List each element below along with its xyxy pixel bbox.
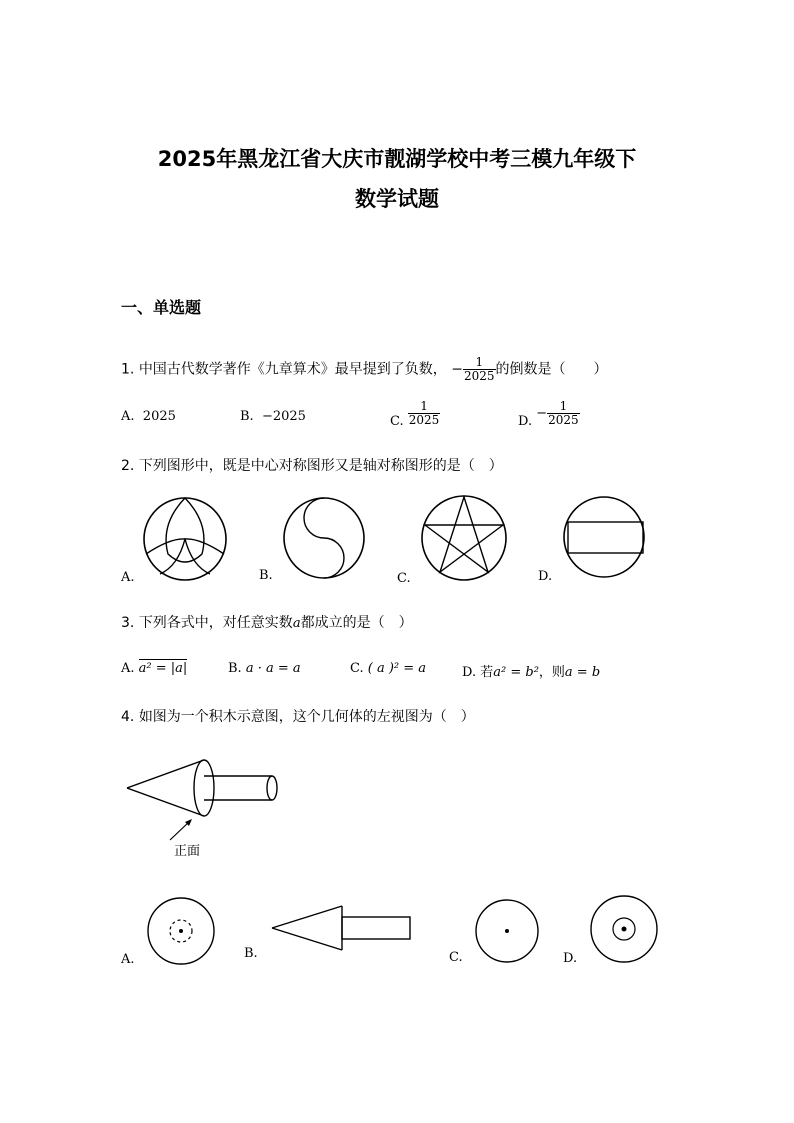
- question-text: 如图为一个积木示意图，这个几何体的左视图为（ ）: [138, 709, 475, 725]
- question-2: [121, 455, 503, 475]
- option-a[interactable]: [121, 661, 187, 676]
- view-dot-circle-figure: [474, 898, 540, 964]
- question-text-after: 都成立的是（ ）: [300, 615, 413, 631]
- condition: a² = b²: [493, 665, 539, 680]
- question-number: 1.: [121, 361, 135, 378]
- option-d[interactable]: [518, 400, 580, 429]
- fraction: [408, 400, 441, 427]
- option-c[interactable]: [390, 400, 440, 429]
- section-heading: 一、单选题: [121, 298, 202, 317]
- option-text: ，则: [538, 665, 565, 680]
- option-c[interactable]: C.: [397, 571, 411, 586]
- option-text: 若: [480, 665, 494, 680]
- option-label: A.: [121, 661, 135, 676]
- expression: a² = |a|: [138, 661, 188, 676]
- front-label: 正面: [174, 844, 201, 859]
- rectangle-circle-figure: [562, 494, 652, 584]
- question-number: 2.: [121, 458, 135, 474]
- option-b[interactable]: [240, 409, 306, 424]
- option-d[interactable]: D.: [563, 951, 578, 966]
- title-line2: 数学试题: [355, 187, 439, 211]
- question-1: [121, 356, 608, 383]
- fraction-denominator: 2025: [548, 413, 579, 427]
- question-text: 下列各式中，对任意实数: [138, 615, 293, 631]
- expression: ( a )² = a: [367, 661, 427, 676]
- fraction: [463, 356, 496, 383]
- pentagram-circle-figure: [420, 494, 510, 586]
- option-d[interactable]: [462, 661, 600, 680]
- minus-sign: −: [451, 361, 463, 378]
- minus-sign: −: [536, 406, 548, 421]
- option-a[interactable]: A.: [121, 570, 135, 585]
- option-b[interactable]: [228, 661, 301, 676]
- fraction-numerator: 1: [547, 400, 580, 414]
- question-number: 4.: [121, 709, 135, 725]
- trefoil-circle-figure: [140, 496, 232, 586]
- question-3: [121, 612, 413, 632]
- option-d[interactable]: D.: [538, 569, 553, 584]
- fraction: [547, 400, 580, 427]
- option-c[interactable]: [350, 661, 426, 676]
- option-label: D.: [518, 414, 533, 429]
- option-a[interactable]: A.: [121, 952, 135, 967]
- fraction-denominator: 2025: [408, 413, 440, 427]
- option-value: 2025: [142, 409, 176, 424]
- option-label: B.: [228, 661, 242, 676]
- question-text: 中国古代数学著作《九章算术》最早提到了负数，: [138, 361, 447, 378]
- option-label: D.: [462, 665, 477, 680]
- option-a[interactable]: [121, 409, 176, 424]
- expression: a · a = a: [245, 661, 301, 676]
- question-text: 下列图形中，既是中心对称图形又是轴对称图形的是（ ）: [138, 458, 503, 474]
- fraction-numerator: 1: [408, 400, 441, 414]
- option-label: C.: [350, 661, 364, 676]
- fraction-numerator: 1: [463, 356, 496, 370]
- fraction-denominator: 2025: [464, 369, 495, 383]
- option-b[interactable]: B.: [259, 568, 273, 583]
- option-c[interactable]: C.: [449, 950, 463, 965]
- view-dashed-circle-figure: [146, 896, 216, 966]
- expression: a = b: [564, 665, 601, 680]
- title-line1: 2025年黑龙江省大庆市靓湖学校中考三模九年级下: [157, 147, 637, 171]
- view-double-circle-figure: [589, 896, 659, 966]
- yin-yang-figure: [282, 496, 372, 586]
- option-value: −2025: [261, 409, 306, 424]
- option-label: C.: [390, 414, 404, 429]
- question-4: [121, 706, 475, 726]
- variable-a: a: [292, 616, 301, 631]
- option-label: A.: [121, 409, 135, 424]
- option-label: B.: [240, 409, 254, 424]
- block-3d-figure: [124, 758, 284, 848]
- view-cone-cylinder-figure: [270, 904, 415, 954]
- question-number: 3.: [121, 615, 135, 631]
- question-text-after: 的倒数是（ ）: [495, 361, 608, 378]
- option-b[interactable]: B.: [244, 946, 258, 961]
